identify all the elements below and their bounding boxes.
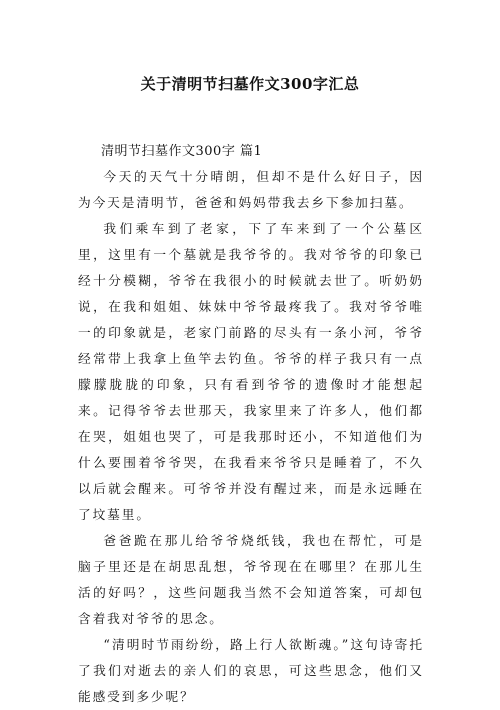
paragraph: “清明时节雨纷纷，路上行人欲断魂。”这句诗寄托了我们对逝去的亲人们的哀思，可这些思念，他们又能感受到多少呢？	[78, 637, 424, 704]
paragraph: 今天的天气十分晴朗，但却不是什么好日子，因为今天是清明节，爸爸和妈妈带我去乡下参加扫墓。	[78, 169, 424, 210]
document-title: 关于清明节扫墓作文300字汇总	[140, 75, 360, 93]
paragraph: 爸爸跪在那儿给爷爷烧纸钱，我也在帮忙，可是脑子里还是在胡思乱想，爷爷现在在哪里？在那儿生活的好吗？，这些问题我当然不会知道答案，可却包含着我对爷爷的思念。	[78, 533, 424, 626]
paragraph: 我们乘车到了老家，下了车来到了一个公墓区里，这里有一个墓就是我爷爷的。我对爷爷的印象已经十分模糊，爷爷在我很小的时候就去世了。听奶奶说，在我和姐姐、妹妹中爷爷最疼我了。我对爷爷唯一的印象就是，老家门前路的尽头有一条小河，爷爷经常带上我拿上鱼竿去钓鱼。爷爷的样子我只有一点朦朦胧胧的印象，只有看到爷爷的遗像时才能想起来。记得爷爷去世那天，我家里来了许多人，他们都在哭，姐姐也哭了，可是我那时还小，不知道他们为什么要围着爷爷哭，在我看来爷爷只是睡着了，不久以后就会醒来。可爷爷并没有醒过来，而是永远睡在了坟墓里。	[78, 221, 424, 522]
essay-heading: 清明节扫墓作文300字 篇1	[101, 144, 263, 159]
essay-body	[78, 164, 424, 710]
